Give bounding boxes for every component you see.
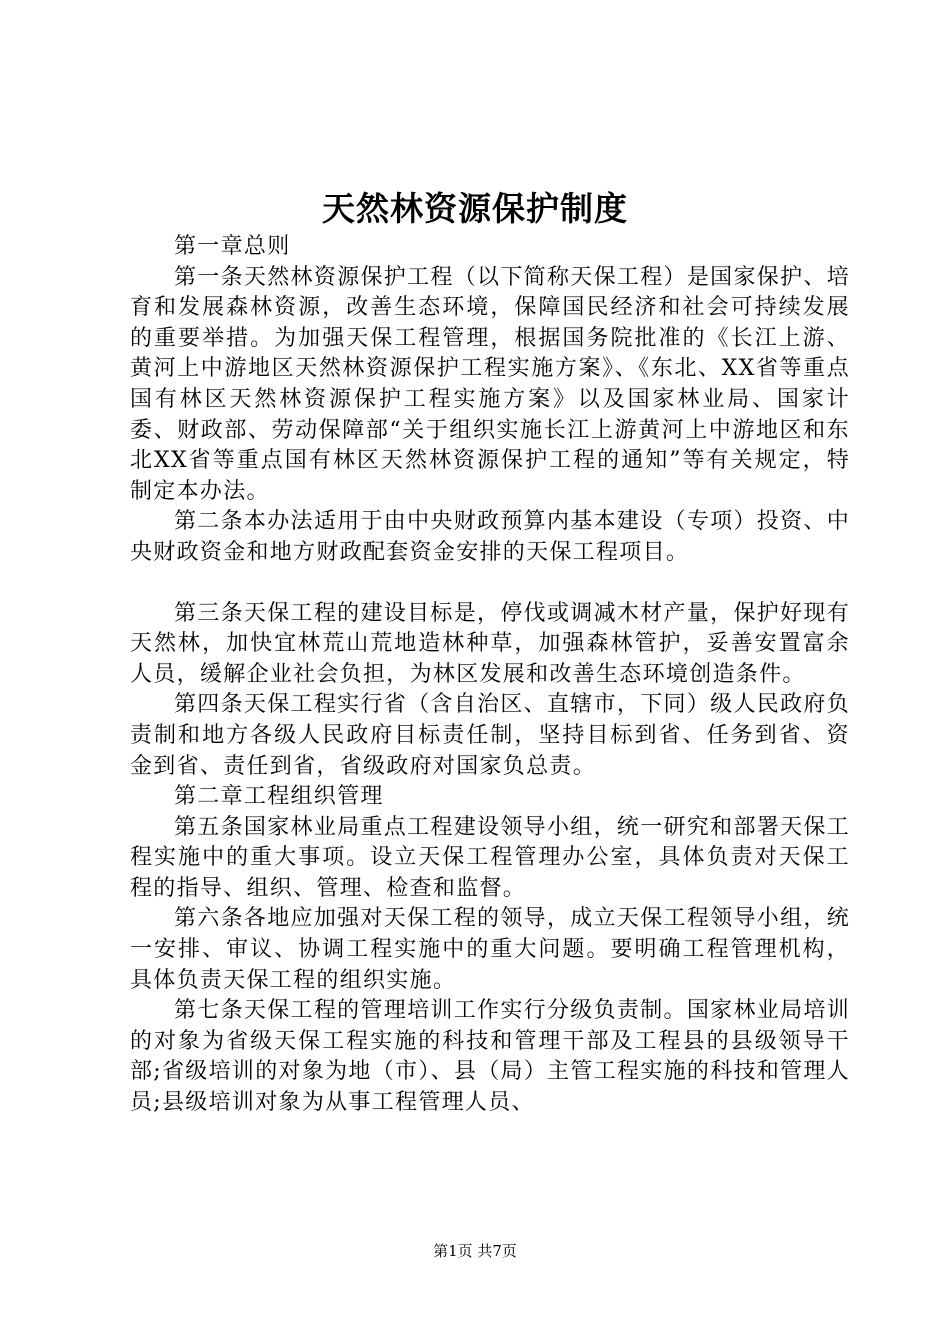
document-body <box>130 232 850 1119</box>
chapter-heading: 第二章工程组织管理 <box>174 784 384 810</box>
article-paragraph: 第七条天保工程的管理培训工作实行分级负责制。国家林业局培训的对象为省级天保工程实施的科技和管理干部及工程县的县级领导干部;省级培训的对象为地（市）、县（局）主管工程实施的科技和管理人员;县级培训对象为从事工程管理人员、 <box>130 998 851 1116</box>
article-paragraph: 第四条天保工程实行省（含自治区、直辖市，下同）级人民政府负责制和地方各级人民政府目标责任制，坚持目标到省、任务到省、资金到省、责任到省，省级政府对国家负总责。 <box>130 692 850 779</box>
article-paragraph: 第六条各地应加强对天保工程的领导，成立天保工程领导小组，统一安排、审议、协调工程实施中的重大问题。要明确工程管理机构，具体负责天保工程的组织实施。 <box>130 906 850 993</box>
chapter-heading: 第一章总则 <box>174 234 291 259</box>
page-number-footer: 第1页 共7页 <box>433 1242 517 1260</box>
article-paragraph: 第三条天保工程的建设目标是，停伐或调减木材产量，保护好现有天然林，加快宜林荒山荒地造林种草，加强森林管护，妥善安置富余人员，缓解企业社会负担，为林区发展和改善生态环境创造条件。 <box>130 600 850 687</box>
article-paragraph: 第一条天然林资源保护工程（以下简称天保工程）是国家保护、培育和发展森林资源，改善生态环境，保障国民经济和社会可持续发展的重要举措。为加强天保工程管理，根据国务院批准的《长江上游、黄河上中游地区天然林资源保护工程实施方案》、《东北、XX省等重点国有林区天然林资源保护工程实施方案》以及国家林业局、国家计委、财政部、劳动保障部“关于组织实施长江上游黄河上中游地区和东北XX省等重点国有林区天然林资源保护工程的通知”等有关规定，特制定本办法。 <box>130 264 850 504</box>
document-title: 天然林资源保护制度 <box>322 189 628 228</box>
article-paragraph: 第五条国家林业局重点工程建设领导小组，统一研究和部署天保工程实施中的重大事项。设立天保工程管理办公室，具体负责对天保工程的指导、组织、管理、检查和监督。 <box>130 814 850 901</box>
article-paragraph: 第二条本办法适用于由中央财政预算内基本建设（专项）投资、中央财政资金和地方财政配套资金安排的天保工程项目。 <box>130 509 850 565</box>
